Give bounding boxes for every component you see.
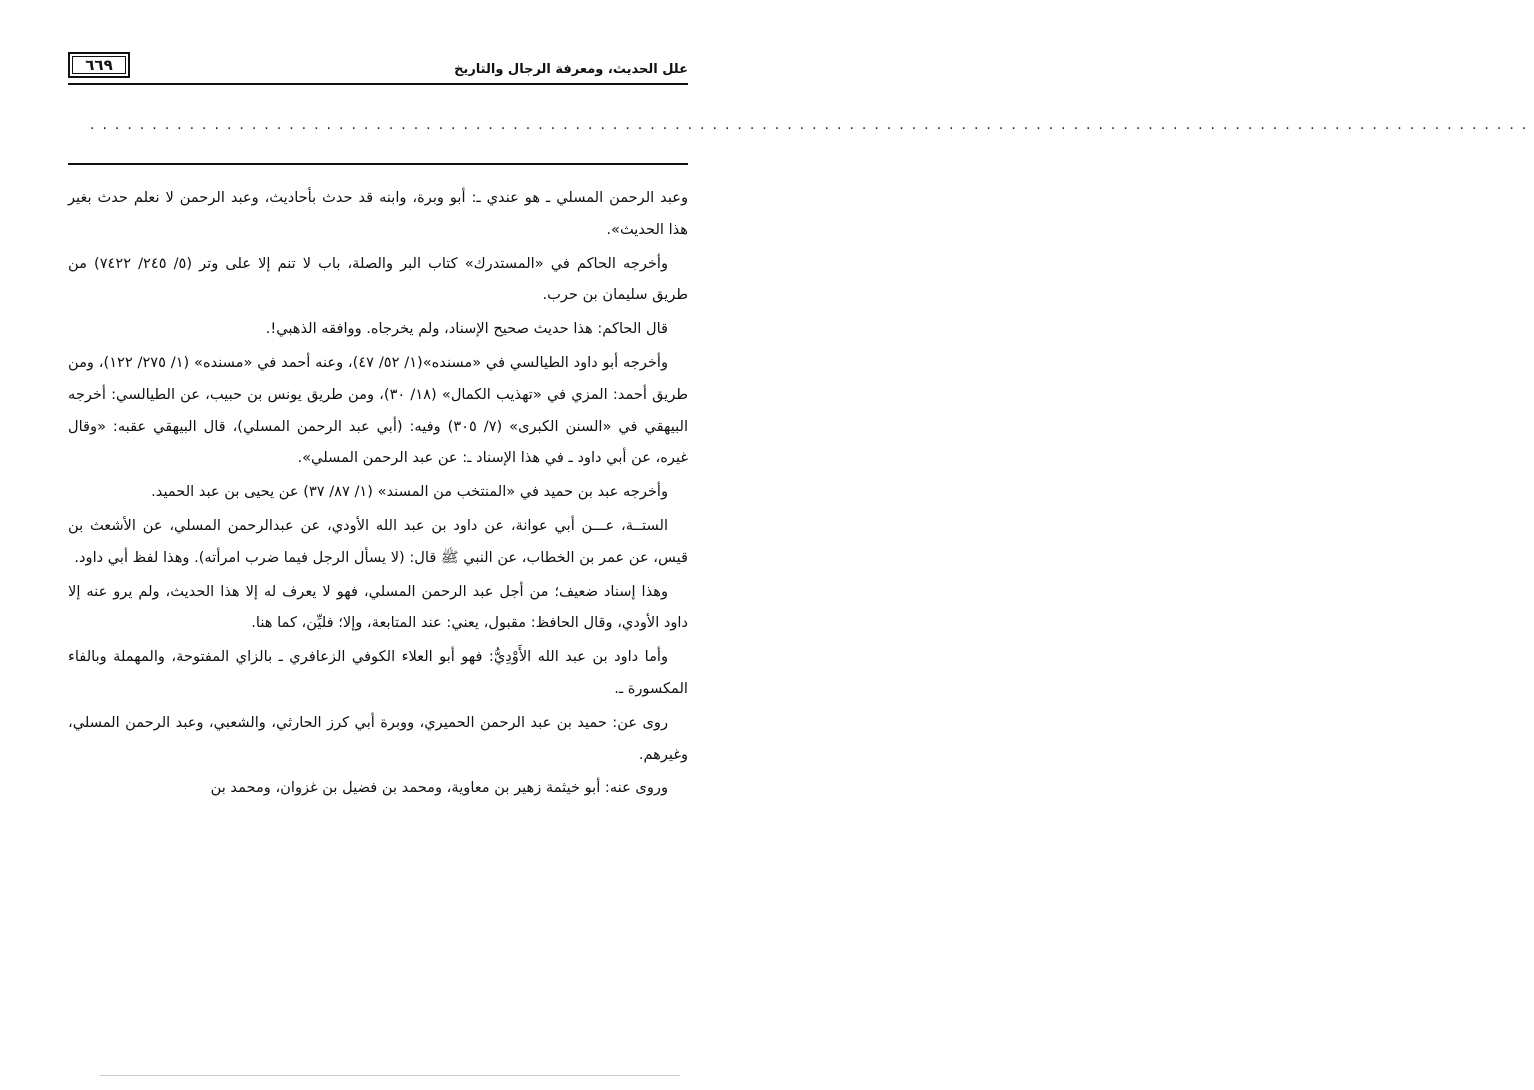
footnote-text xyxy=(68,182,688,806)
bottom-faint-rule xyxy=(100,1075,680,1076)
paragraph-6: الستــة، عـــن أبي عوانة، عن داود بن عبد الله الأودي، عن عبدالرحمن المسلي، عن الأشعث بن قيس، عن عمر بن الخطاب، عن النبي ﷺ قال: (لا يسأل الرجل فيما ضرب امرأته). وهذا لفظ أبي داود. xyxy=(68,516,688,566)
running-title: علل الحديث، ومعرفة الرجال والتاريخ xyxy=(454,62,688,77)
header-rule xyxy=(68,83,688,85)
footnote-rule xyxy=(68,163,688,165)
paragraph-5: وأخرجه عبد بن حميد في «المنتخب من المسند» (١/ ٨٧/ ٣٧) عن يحيى بن عبد الحميد. xyxy=(151,483,668,501)
paragraph-8: وأما داود بن عبد الله الأَوْدِيُّ: فهو أبو العلاء الكوفي الزعافري ـ بالزاي المفتوحة، والمهملة وبالفاء المكسورة ـ. xyxy=(68,648,688,697)
page-number: ٦٦٩ xyxy=(68,52,130,78)
paragraph-1: وعبد الرحمن المسلي ـ هو عندي ـ: أبو وبرة، وابنه قد حدث بأحاديث، وعبد الرحمن لا نعلم حدث بغير هذا الحديث». xyxy=(68,189,688,238)
paragraph-4: وأخرجه أبو داود الطيالسي في «مسنده»(١/ ٥٢/ ٤٧)، وعنه أحمد في «مسنده» (١/ ٢٧٥/ ١٢٢)، ومن طريق أحمد: المزي في «تهذيب الكمال» (١٨/ ٣٠)، ومن طريق يونس بن حبيب، عن الطيالسي: أخرجه البيهقي في «السنن الكبرى» (٧/ ٣٠٥) وفيه: (أبي عبد الرحمن المسلي)، قال البيهقي عقبه: «وقال غيره، عن أبي داود ـ في هذا الإسناد ـ: عن عبد الرحمن المسلي». xyxy=(68,353,688,467)
paragraph-9: روى عن: حميد بن عبد الرحمن الحميري، ووبرة أبي كرز الحارثي، والشعبي، وعبد الرحمن المسلي، وغيرهم. xyxy=(68,713,688,763)
page-header xyxy=(68,48,688,88)
paragraph-7: وهذا إسناد ضعيف؛ من أجل عبد الرحمن المسلي، فهو لا يعرف له إلا هذا الحديث، ولم يرو عنه إلا داود الأودي، وقال الحافظ: مقبول، يعني: عند المتابعة، وإلا؛ فليِّن، كما هنا. xyxy=(68,582,688,632)
footnote-dotted-separator: .................................................................................................................... xyxy=(90,117,1534,133)
paragraph-2: وأخرجه الحاكم في «المستدرك» كتاب البر والصلة، باب لا تنم إلا على وتر (٥/ ٢٤٥/ ٧٤٢٢) من طريق سليمان بن حرب. xyxy=(68,254,688,304)
paragraph-3: قال الحاكم: هذا حديث صحيح الإسناد، ولم يخرجاه. ووافقه الذهبي!. xyxy=(265,320,668,338)
paragraph-10: وروى عنه: أبو خيثمة زهير بن معاوية، ومحمد بن فضيل بن غزوان، ومحمد بن xyxy=(210,779,668,797)
